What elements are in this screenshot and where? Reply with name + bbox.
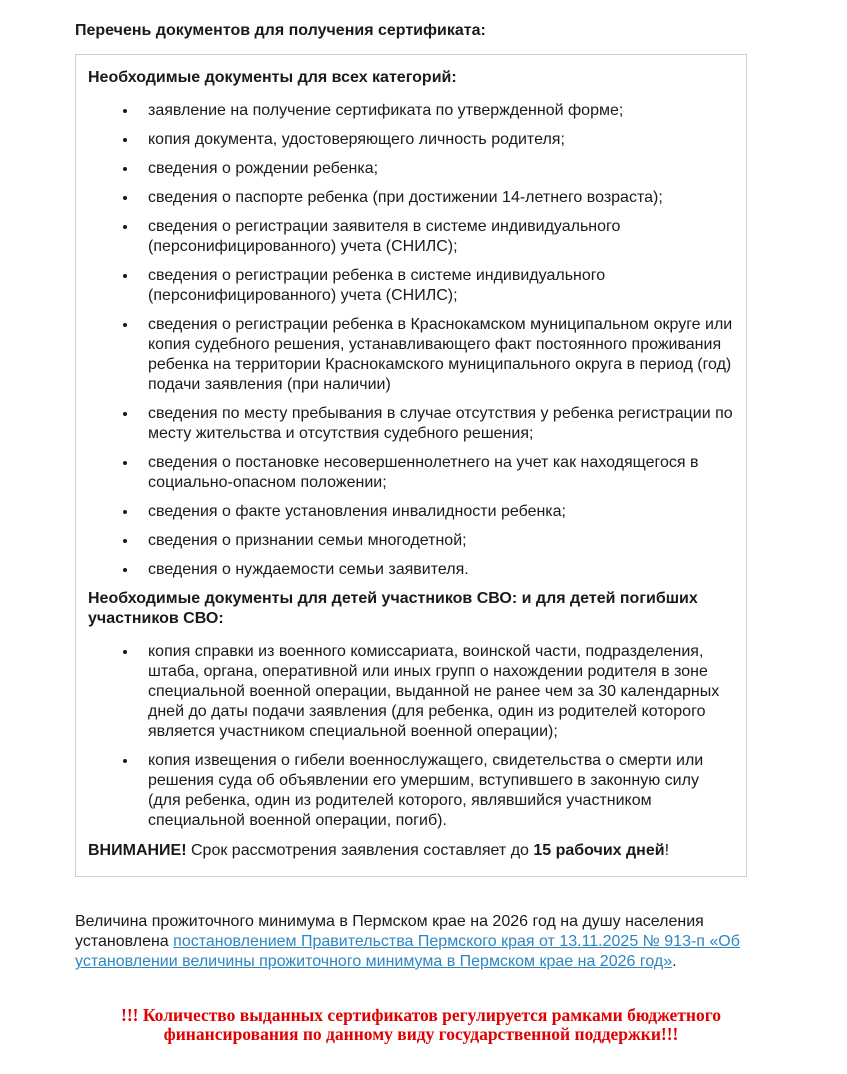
list-item-text: сведения о факте установления инвалидности ребенка; — [148, 503, 566, 520]
list-item-text: заявление на получение сертификата по утвержденной форме; — [148, 102, 624, 119]
attention-text: Срок рассмотрения заявления составляет до — [186, 842, 534, 859]
list-item-text: копия извещения о гибели военнослужащего, свидетельства о смерти или решения суда об объявлении его умершим, вступившего в законную силу (для ребенка, один из родителей которого, являвшийся участником специальной военной операции, погиб). — [148, 752, 704, 829]
list-item-text: сведения о регистрации заявителя в системе индивидуального (персонифицированного) учета (СНИЛС); — [148, 218, 621, 255]
list-item — [138, 315, 734, 395]
section-heading-svo: Необходимые документы для детей участников СВО: и для детей погибших участников СВО: — [88, 590, 698, 627]
list-item — [138, 531, 734, 551]
documents-box — [75, 54, 747, 877]
list-item — [138, 751, 734, 831]
list-item — [138, 560, 734, 580]
list-item-text: копия справки из военного комиссариата, воинской части, подразделения, штаба, органа, оперативной или иных групп о нахождении родителя в зоне специальной военной операции, выданной не ранее чем за 30 календарных дней до даты подачи заявления (для ребенка, один из родителей которого является участником специальной военной операции); — [148, 643, 720, 740]
resolution-link[interactable]: постановлением Правительства Пермского края от 13.11.2025 № 913-п «Об установлении величины прожиточного минимума в Пермском крае на 2026 год» — [75, 933, 740, 970]
paragraph-prefix: Величина прожиточного минимума в Пермском крае на 2026 год на душу населения установлена — [75, 913, 704, 950]
section-heading-all-categories: Необходимые документы для всех категорий: — [88, 69, 457, 86]
living-wage-paragraph — [75, 912, 767, 972]
paragraph-suffix: . — [672, 953, 677, 970]
list-item-text: сведения о признании семьи многодетной; — [148, 532, 467, 549]
list-item — [138, 404, 734, 444]
documents-list-all-categories — [88, 101, 734, 580]
list-item-text: сведения о рождении ребенка; — [148, 160, 379, 177]
list-item — [138, 453, 734, 493]
list-item-text: сведения по месту пребывания в случае отсутствия у ребенка регистрации по месту жительства и отсутствия судебного решения; — [148, 405, 733, 442]
list-item — [138, 159, 734, 179]
documents-list-svo — [88, 642, 734, 831]
attention-note — [88, 841, 734, 861]
list-item-text: сведения о постановке несовершеннолетнего на учет как находящегося в социально-опасном положении; — [148, 454, 699, 491]
list-item — [138, 101, 734, 121]
budget-warning-text: !!! Количество выданных сертификатов регулируется рамками бюджетного финансирования по данному виду государственной поддержки!!! — [121, 1005, 721, 1044]
list-item — [138, 130, 734, 150]
list-item — [138, 502, 734, 522]
list-item — [138, 266, 734, 306]
list-item-text: сведения о нуждаемости семьи заявителя. — [148, 561, 469, 578]
list-item — [138, 217, 734, 257]
list-item-text: сведения о регистрации ребенка в Краснокамском муниципальном округе или копия судебного решения, устанавливающего факт постоянного проживания ребенка на территории Краснокамского муниципального округа в период (год) подачи заявления (при наличии) — [148, 316, 733, 393]
list-item-text: копия документа, удостоверяющего личность родителя; — [148, 131, 565, 148]
list-item-text: сведения о паспорте ребенка (при достижении 14-летнего возраста); — [148, 189, 663, 206]
list-item — [138, 642, 734, 742]
page-title: Перечень документов для получения сертификата: — [75, 22, 486, 39]
list-item-text: сведения о регистрации ребенка в системе индивидуального (персонифицированного) учета (СНИЛС); — [148, 267, 606, 304]
list-item — [138, 188, 734, 208]
attention-bold-value: 15 рабочих дней — [533, 842, 665, 859]
attention-label: ВНИМАНИЕ! — [88, 842, 187, 859]
attention-suffix: ! — [664, 842, 670, 859]
